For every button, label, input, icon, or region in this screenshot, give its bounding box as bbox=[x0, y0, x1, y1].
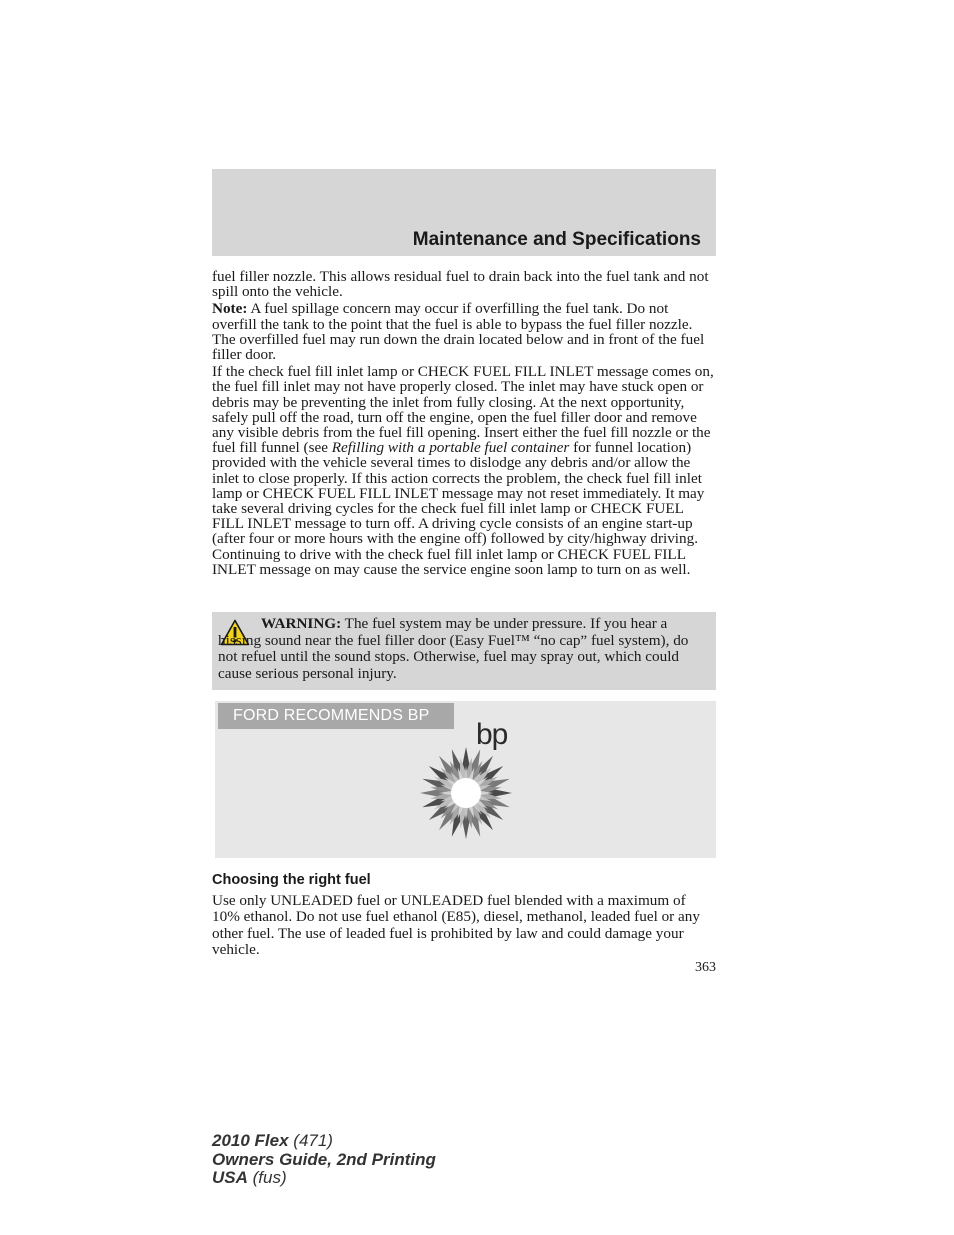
warning-box bbox=[212, 612, 716, 690]
page-number: 363 bbox=[695, 960, 716, 975]
section-title: Maintenance and Specifications bbox=[412, 229, 701, 250]
warning-body: The fuel system may be under pressure. If you hear a hissing sound near the fuel filler door (Easy Fuel™ “no cap” fuel system), do not refuel until the sound stops. Otherwise, fuel may spray out, which could cause serious personal injury. bbox=[218, 615, 689, 682]
footer-market-code: (fus) bbox=[247, 1168, 287, 1187]
paragraph-continuation: fuel filler nozzle. This allows residual fuel to drain back into the fuel tank and not spill onto the vehicle. bbox=[212, 268, 709, 301]
fuel-inlet-paragraph bbox=[212, 364, 716, 577]
note-paragraph bbox=[212, 301, 716, 362]
fuel-choice-paragraph: Use only UNLEADED fuel or UNLEADED fuel blended with a maximum of 10% ethanol. Do not use fuel ethanol (E85), diesel, methanol, leaded fuel or any other fuel. The use of leaded fuel is prohibited by law and could damage your vehicle. bbox=[212, 892, 700, 958]
footer-line-model bbox=[212, 1132, 436, 1151]
footer-model: 2010 Flex bbox=[212, 1131, 289, 1150]
footer-model-code: (471) bbox=[288, 1131, 333, 1150]
body-text-block bbox=[212, 269, 716, 579]
fuel-inlet-text-a: If the check fuel fill inlet lamp or CHECK FUEL FILL INLET message comes on, the fuel fill inlet may not have properly closed. The inlet may have stuck open or debris may be preventing the inlet from fully closing. At the next opportunity, safely pull off the road, turn off the engine, open the fuel filler door and remove any visible debris from the fuel fill opening. Insert either the fuel fill nozzle or the fuel fill funnel (see bbox=[212, 363, 714, 457]
footer-market: USA bbox=[212, 1168, 248, 1187]
warning-label: WARNING: bbox=[261, 615, 342, 632]
bp-recommendation-tab: FORD RECOMMENDS BP bbox=[218, 703, 454, 729]
footer-line-market bbox=[212, 1169, 436, 1188]
fuel-inlet-text-b: for funnel location) provided with the vehicle several times to dislodge any debris and/or allow the inlet to close properly. If this action corrects the problem, the check fuel fill inlet lamp or CHECK FUEL FILL INLET message may not reset immediately. It may take several driving cycles for the check fuel fill inlet lamp or CHECK FUEL FILL INLET message to turn off. A driving cycle consists of an engine start-up (after four or more hours with the engine off) followed by city/highway driving. Continuing to drive with the check fuel fill inlet lamp or CHECK FUEL FILL INLET message on may cause the service engine soon lamp to turn on as well. bbox=[212, 439, 705, 578]
footer-line-edition: Owners Guide, 2nd Printing bbox=[212, 1149, 436, 1169]
bp-recommendation-box bbox=[212, 701, 716, 858]
note-label: Note: bbox=[212, 300, 248, 318]
section-header-band bbox=[212, 169, 716, 256]
document-footer bbox=[212, 1132, 436, 1188]
helios-center bbox=[451, 778, 481, 808]
bp-logo-text: bp bbox=[476, 718, 508, 751]
cross-reference-link[interactable]: Refilling with a portable fuel container bbox=[331, 439, 570, 457]
section-heading: Choosing the right fuel bbox=[212, 872, 371, 888]
warning-text bbox=[218, 616, 710, 682]
note-text: A fuel spillage concern may occur if overfilling the fuel tank. Do not overfill the tank to the point that the fuel is able to bypass the fuel filler nozzle. The overfilled fuel may run down the drain located below and in front of the fuel filler door. bbox=[212, 300, 705, 364]
bp-helios-logo-icon bbox=[419, 746, 513, 840]
